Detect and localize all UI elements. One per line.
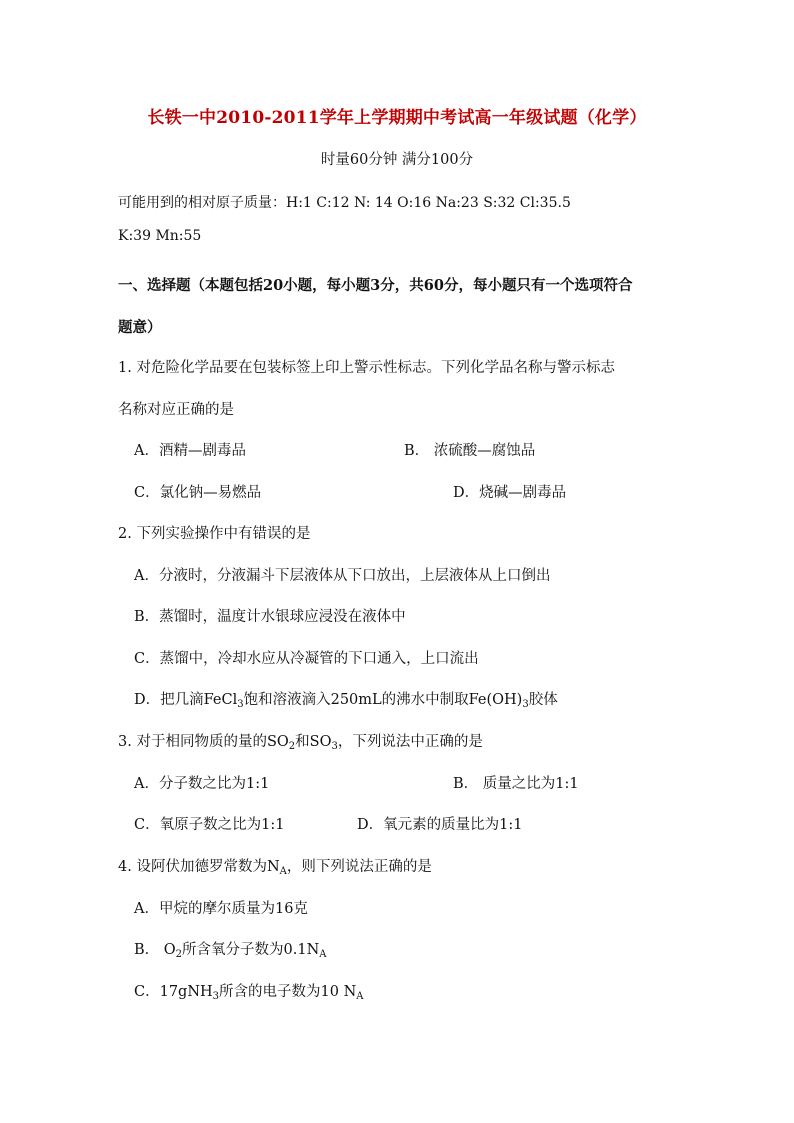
q4-stem [118,857,432,882]
q2-option-d-prefix: D．把几滴FeCl [134,692,238,708]
q1-stem-line-2: 名称对应正确的是 [118,402,234,418]
q2-option-d-middle: 饱和溶液滴入250mL的沸水中制取Fe(OH) [243,692,523,708]
q3-stem-suffix: ，下列说法中正确的是 [337,734,483,750]
exam-title: 长铁一中2010-2011学年上学期期中考试高一年级试题（化学） [147,108,647,128]
q4-option-b-subscript-1: 2 [175,949,183,960]
q4-option-b-prefix: B． O [134,942,176,958]
q4-stem-prefix: 4. 设阿伏加德罗常数为N [118,859,280,875]
q1-option-b: B． 浓硫酸—腐蚀品 [404,443,536,459]
q2-option-b: B．蒸馏时，温度计水银球应浸没在液体中 [134,609,406,625]
q4-option-c-prefix: C．17gNH [134,984,213,1000]
q1-option-c: C．氯化钠—易燃品 [134,485,262,501]
exam-time-score: 时量60分钟 满分100分 [320,152,474,168]
q4-option-b [134,940,327,965]
q2-option-d-suffix: 胶体 [528,692,558,708]
q4-option-c [134,982,364,1007]
q3-option-b: B． 质量之比为1:1 [453,776,579,792]
q4-option-b-middle: 所含氧分子数为0.1N [182,942,320,958]
section-heading-line-1: 一、选择题（本题包括20小题，每小题3分，共60分，每小题只有一个选项符合 [118,277,633,294]
q4-stem-suffix: ，则下列说法正确的是 [286,859,432,875]
q2-option-a: A．分液时，分液漏斗下层液体从下口放出，上层液体从上口倒出 [134,568,551,584]
q1-option-d: D．烧碱—剧毒品 [453,485,567,501]
q3-stem-middle: 和SO [295,734,332,750]
q3-stem-subscript-1: 2 [288,741,296,752]
q1-stem-line-1: 1. 对危险化学品要在包装标签上印上警示性标志。下列化学品名称与警示标志 [118,360,615,376]
atomic-masses-line-1: 可能用到的相对原子质量：H:1 C:12 N: 14 O:16 Na:23 S:32 Cl:35.5 [118,195,571,211]
q2-option-d [134,690,558,715]
q4-stem-subscript: A [279,866,287,877]
q2-option-d-subscript-1: 3 [237,699,244,710]
section-heading-line-2: 题意） [118,319,162,336]
q3-stem [118,732,483,757]
q4-option-c-subscript-2: A [356,991,364,1002]
q3-option-a: A．分子数之比为1:1 [134,776,270,792]
q4-option-b-subscript-2: A [319,949,327,960]
q1-option-a: A．酒精—剧毒品 [134,443,246,459]
q3-option-d: D．氧元素的质量比为1:1 [357,817,523,833]
q2-option-c: C．蒸馏中，冷却水应从冷凝管的下口通入，上口流出 [134,651,479,667]
q3-option-c: C．氧原子数之比为1:1 [134,817,285,833]
q4-option-c-middle: 所含的电子数为10 N [219,984,357,1000]
q4-option-c-subscript-1: 3 [212,991,220,1002]
q3-stem-subscript-2: 3 [331,741,338,752]
q2-stem: 2. 下列实验操作中有错误的是 [118,526,311,542]
q2-option-d-subscript-2: 3 [522,699,529,710]
q4-option-a: A．甲烷的摩尔质量为16克 [134,901,308,917]
q3-stem-prefix: 3. 对于相同物质的量的SO [118,734,289,750]
atomic-masses-line-2: K:39 Mn:55 [118,228,202,244]
